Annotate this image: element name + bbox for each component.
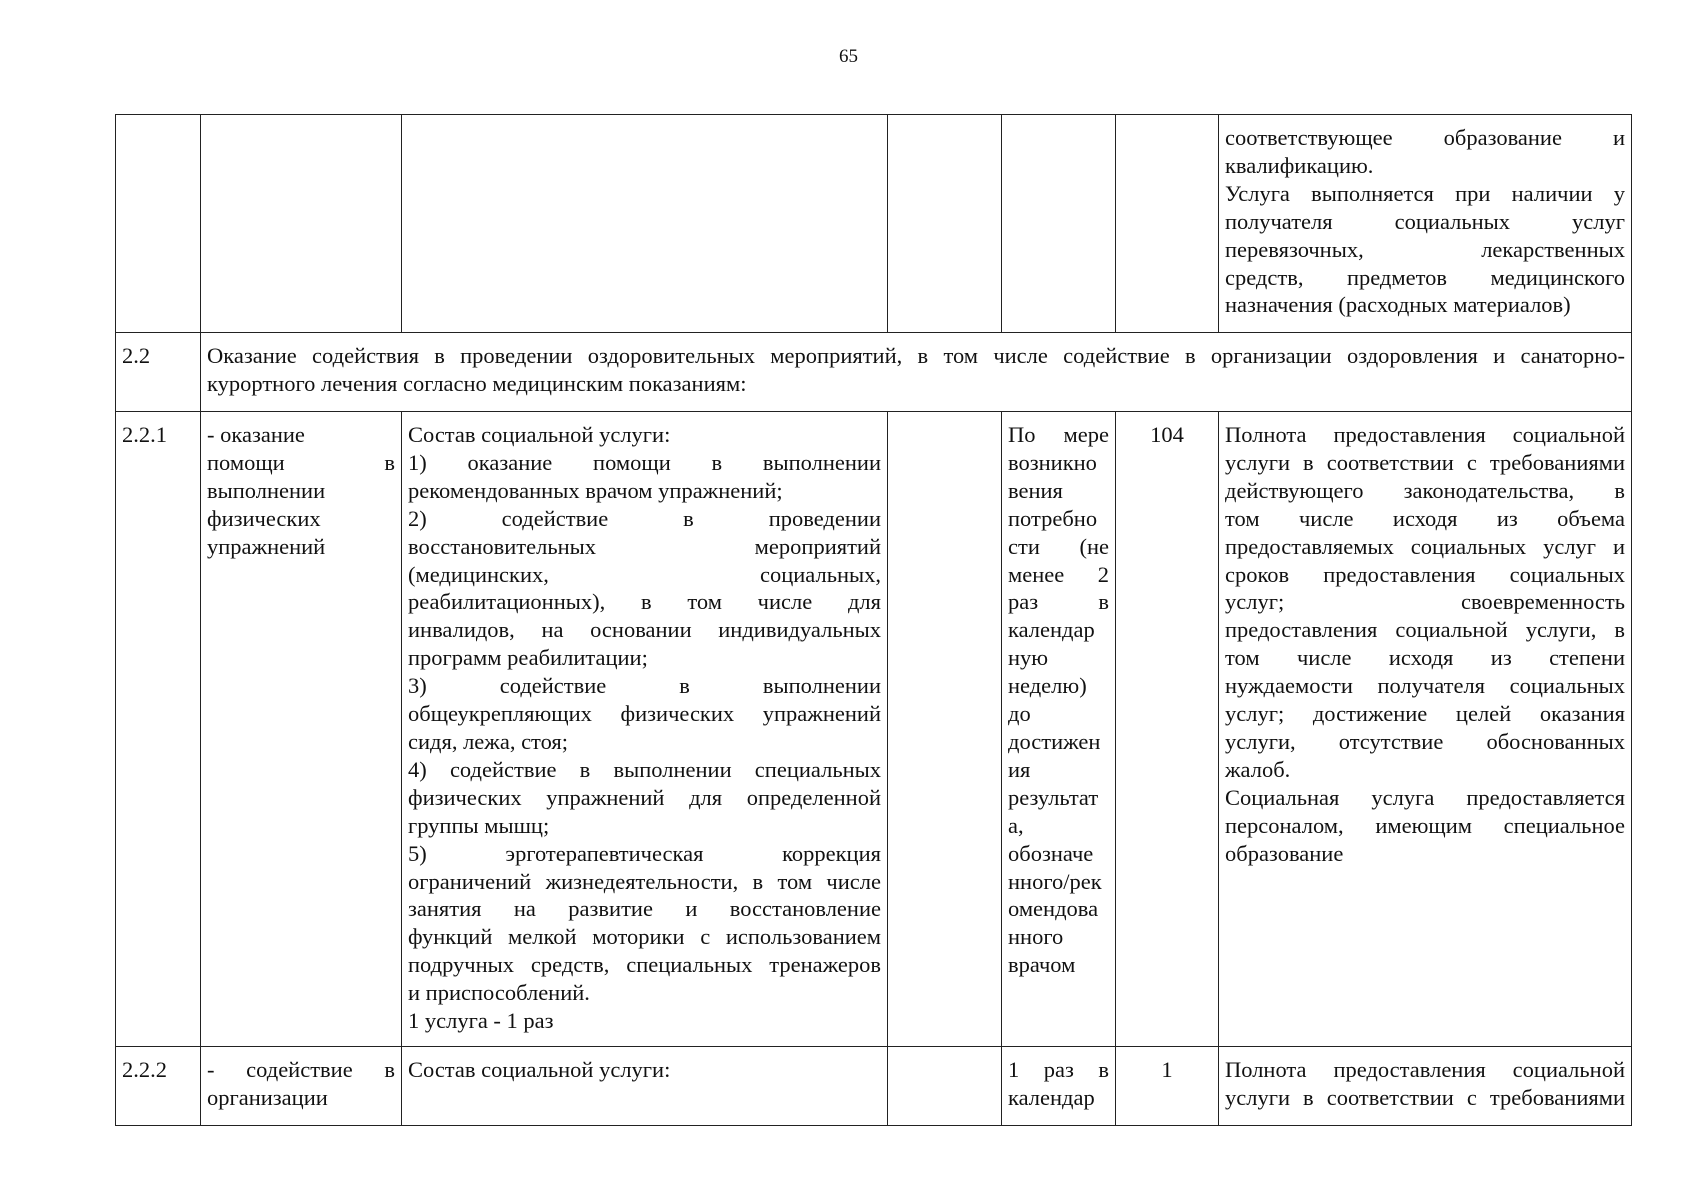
text-line: получателя социальных услуг [1225,208,1625,234]
text-line: услуг; достижение целей оказания [1225,701,1625,727]
cell-content [402,115,888,333]
services-table [115,114,1632,1126]
text-line: жалоб. [1225,756,1291,782]
text-line: календар [1008,617,1095,643]
page-number: 65 [839,46,858,67]
text-line: нного [1008,924,1064,950]
text-line: 2) содействие в проведении [408,505,881,531]
table-row-section [116,333,1632,412]
table-row-item [116,1047,1632,1126]
text-line: образование [1225,840,1344,866]
text-line: физических [207,505,321,531]
text-line: до [1008,701,1031,727]
cell-empty [888,115,1002,333]
text-line: По мере [1008,422,1109,447]
cell-name [201,1047,402,1126]
text-line: реабилитационных), в том числе для [408,589,881,615]
text-line: выполнении [207,477,326,503]
text-line: Полнота предоставления социальной [1225,1057,1625,1082]
cell-count: 1 [1116,1047,1219,1126]
cell-empty [888,1047,1002,1126]
text-line: ограничений жизнедеятельности, в том числе [408,868,881,894]
cell-frequency [1002,1047,1116,1126]
cell-number: 2.2 [116,333,201,412]
text-line: услуги, отсутствие обоснованных [1225,728,1625,754]
cell-frequency [1002,412,1116,1047]
text-line: Состав социальной услуги: [408,1057,671,1082]
text-line: том числе исходя из объема [1225,505,1625,531]
text-line: упражнений [207,533,326,559]
text-line: перевязочных, лекарственных [1225,236,1625,262]
text-line: календар [1008,1084,1095,1110]
text-line: врачом [1008,952,1076,978]
text-line: 5) эрготерапевтическая коррекция [408,840,881,866]
text-line: Оказание содействия в проведении оздоровительных мероприятий, в том числе содействие в организации оздоровления и санаторно- [207,343,1625,368]
text-line: Состав социальной услуги: [408,422,671,447]
text-line: общеукрепляющих физических упражнений [408,701,881,727]
cell-content [402,412,888,1047]
text-line: соответствующее образование и [1225,125,1625,150]
table-row-continuation [116,115,1632,333]
text-line: раз в [1008,589,1109,615]
text-line: достижен [1008,728,1101,754]
text-line: 3) содействие в выполнении [408,673,881,699]
text-line: квалификацию. [1225,152,1374,178]
text-line: назначения (расходных материалов) [1225,292,1571,318]
text-line: и приспособлений. [408,980,590,1006]
table-row-item [116,412,1632,1047]
text-line: возникно [1008,449,1097,475]
text-line: физических упражнений для определенной [408,784,881,810]
text-line: действующего законодательства, в [1225,477,1625,503]
text-line: занятия на развитие и восстановление [408,896,881,922]
cell-name [201,412,402,1047]
text-line: а, [1008,812,1024,838]
text-line: группы мышц; [408,812,550,838]
text-line: персоналом, имеющим специальное [1225,812,1625,838]
text-line: услуги в соответствии с требованиями [1225,449,1625,475]
text-line: организации [207,1084,328,1110]
cell-content [402,1047,888,1126]
cell-count: 104 [1116,412,1219,1047]
text-line: функций мелкой моторики с использованием [408,924,881,950]
text-line: ия [1008,756,1031,782]
text-line: результат [1008,784,1099,810]
text-line: рекомендованных врачом упражнений; [408,477,783,503]
text-line: 1) оказание помощи в выполнении [408,449,881,475]
cell-number: 2.2.2 [116,1047,201,1126]
text-line: 4) содействие в выполнении специальных [408,756,881,782]
text-line: нуждаемости получателя социальных [1225,673,1625,699]
cell-requirements [1219,1047,1632,1126]
text-line: 1 услуга - 1 раз [408,1008,554,1034]
text-line: инвалидов, на основании индивидуальных [408,617,881,643]
text-line: (медицинских, социальных, [408,561,881,587]
text-line: сти (не [1008,533,1109,559]
text-line: сроков предоставления социальных [1225,561,1625,587]
text-line: сидя, лежа, стоя; [408,728,569,754]
text-line: восстановительных мероприятий [408,533,881,559]
text-line: Социальная услуга предоставляется [1225,784,1625,810]
cell-count [1116,115,1219,333]
cell-requirements [1219,115,1632,333]
text-line: предоставляемых социальных услуг и [1225,533,1625,559]
text-line: услуг; своевременность [1225,589,1625,615]
text-line: помощи в [207,449,395,475]
text-line: том числе исходя из степени [1225,645,1625,671]
text-line: менее 2 [1008,561,1109,587]
text-line: вения [1008,477,1063,503]
cell-number [116,115,201,333]
text-line: программ реабилитации; [408,645,648,671]
text-line: услуги в соответствии с требованиями [1225,1084,1625,1110]
text-line: нного/рек [1008,868,1102,894]
text-line: Полнота предоставления социальной [1225,422,1625,447]
cell-section-title [201,333,1632,412]
cell-frequency [1002,115,1116,333]
text-line: - содействие в [207,1057,395,1082]
text-line: предоставления социальной услуги, в [1225,617,1625,643]
text-line: омендова [1008,896,1099,922]
text-line: средств, предметов медицинского [1225,264,1625,290]
text-line: 1 раз в [1008,1057,1109,1082]
text-line: обозначе [1008,840,1094,866]
text-line: курортного лечения согласно медицинским показаниям: [207,370,747,396]
cell-name [201,115,402,333]
cell-requirements [1219,412,1632,1047]
text-line: потребно [1008,505,1098,531]
text-line: неделю) [1008,673,1087,699]
text-line: - оказание [207,422,305,447]
cell-number: 2.2.1 [116,412,201,1047]
text-line: Услуга выполняется при наличии у [1225,180,1625,206]
text-line: подручных средств, специальных тренажеров [408,952,881,978]
cell-empty [888,412,1002,1047]
text-line: ную [1008,645,1049,671]
